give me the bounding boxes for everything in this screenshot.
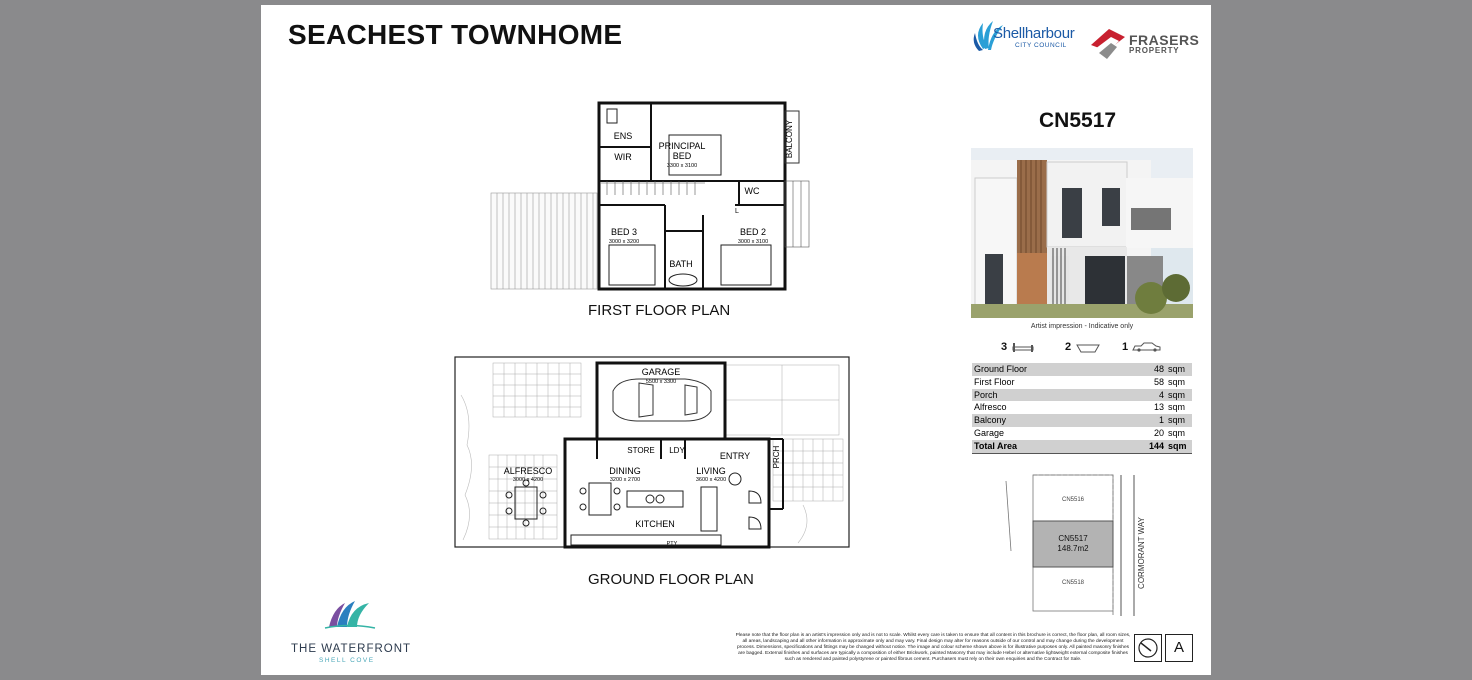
total-area-row [972, 440, 1192, 453]
lot-current-label: CN5517 [1058, 534, 1088, 543]
first-floor-caption: FIRST FLOOR PLAN [588, 302, 731, 319]
room-garage-label: GARAGE [641, 367, 681, 377]
area-label: Balcony [972, 414, 1117, 427]
room-alfresco-dim: 3000 x 4200 [512, 477, 544, 483]
area-value: 20 [1153, 427, 1164, 438]
room-living-label: LIVING [696, 466, 726, 476]
area-value: 48 [1117, 363, 1166, 376]
frasers-logo [1089, 25, 1127, 61]
area-unit: sqm [1166, 363, 1192, 376]
room-garage-dim: 5500 x 3300 [645, 379, 677, 385]
project-sub: SHELL COVE [319, 657, 375, 664]
room-entry-label: ENTRY [719, 451, 751, 461]
room-wir-label: WIR [614, 152, 632, 162]
project-name: THE WATERFRONT [291, 643, 412, 655]
lot-area-label: 148.7m2 [1057, 544, 1089, 553]
area-unit: sqm [1168, 402, 1186, 413]
area-value: 58 [1153, 376, 1164, 387]
street-label: CORMORANT WAY [1137, 517, 1146, 589]
artist-render-image [971, 148, 1193, 318]
bedroom-count: 3 [1001, 341, 1008, 353]
bed-icon [1012, 342, 1034, 352]
area-value: 13 [1153, 402, 1164, 413]
total-value: 144 [1117, 440, 1166, 453]
room-dining-label: DINING [609, 466, 641, 476]
area-row [972, 401, 1192, 414]
bathroom-count: 2 [1065, 341, 1072, 353]
lot-above-label: CN5516 [1061, 497, 1085, 503]
page-title: SEACHEST TOWNHOME [288, 19, 623, 50]
site-plan [1001, 471, 1161, 616]
room-principal-dim: 3300 x 3100 [666, 163, 698, 169]
area-schedule-table [972, 363, 1192, 454]
room-linen-label: L [735, 208, 739, 215]
room-bed3-dim: 3000 x 3200 [608, 239, 640, 245]
area-row [972, 363, 1192, 376]
room-principal-label-2: BED [672, 151, 692, 161]
room-bed2-label: BED 2 [739, 227, 767, 237]
area-label: Ground Floor [972, 363, 1117, 376]
lot-code: CN5517 [1039, 109, 1117, 132]
council-name: Shellharbour [993, 25, 1075, 42]
area-row [972, 376, 1192, 389]
waterfront-logo [323, 597, 377, 631]
area-label: Porch [972, 389, 1117, 402]
north-arrow-icon [1134, 634, 1162, 662]
first-floor-plan [489, 95, 839, 295]
room-living-dim: 3600 x 4200 [695, 477, 727, 483]
area-label: First Floor [974, 376, 1015, 387]
room-bath-label: BATH [669, 259, 693, 269]
total-label: Total Area [972, 440, 1117, 453]
room-bed2-dim: 3000 x 3100 [737, 239, 769, 245]
lot-below-label: CN5518 [1061, 580, 1085, 586]
garage-count: 1 [1122, 341, 1129, 353]
sheet-size-label: A [1165, 634, 1193, 662]
area-row [972, 389, 1192, 402]
ground-floor-plan [453, 355, 851, 555]
area-label: Alfresco [974, 402, 1007, 413]
area-value: 4 [1117, 389, 1166, 402]
room-dining-dim: 3200 x 2700 [609, 477, 641, 483]
room-porch-label: PRCH [772, 445, 781, 469]
room-alfresco-label: ALFRESCO [503, 466, 553, 476]
car-icon [1132, 342, 1162, 352]
room-balcony-label: BALCONY [785, 119, 794, 159]
area-row [972, 414, 1192, 427]
total-unit: sqm [1166, 440, 1192, 453]
area-label: Garage [974, 427, 1005, 438]
room-pty-label: PTY [666, 541, 678, 547]
area-unit: sqm [1168, 427, 1186, 438]
developer-sub: PROPERTY [1129, 46, 1180, 55]
room-store-label: STORE [627, 446, 655, 455]
room-principal-label: PRINCIPAL [658, 141, 706, 151]
area-row [972, 427, 1192, 440]
room-ldy-label: LDY [669, 446, 685, 455]
council-sub: CITY COUNCIL [1015, 42, 1067, 49]
ground-floor-caption: GROUND FLOOR PLAN [588, 571, 754, 588]
render-caption: Artist impression - Indicative only [1030, 323, 1134, 330]
room-wc-label: WC [744, 186, 760, 196]
brochure-sheet [261, 5, 1211, 675]
room-ens-label: ENS [613, 131, 633, 141]
area-value: 1 [1117, 414, 1166, 427]
bath-icon [1076, 343, 1100, 353]
room-kitchen-label: KITCHEN [635, 519, 675, 529]
area-unit: sqm [1166, 389, 1192, 402]
area-unit: sqm [1168, 376, 1186, 387]
disclaimer-text: Please note that the floor plan is an artist's impression only and is not to scale. Whilst every care is taken to ensure that all content in this brochure is correct, the floor plan, all room sizes, all areas, landscaping and all other information is approximate only and may vary. Final design may alter for reasons outside of our control and may change during the development process. Dimensions, specifications and fittings may be changed without notice. The image and colour scheme shown above is for illustrative purposes only. All painted masonry finishes are bagged. External finishes and surfaces are typically a composition of either Brickwork, painted Masonry that may include Hebel or alternative lightweight external composite finishes such as rendered and painted polystyrene or painted fibrous cement. Purchasers must rely on their own enquiries and the Contract for Sale. [735, 633, 1131, 662]
room-bed3-label: BED 3 [610, 227, 638, 237]
area-unit: sqm [1166, 414, 1192, 427]
developer-name: FRASERS [1129, 32, 1200, 48]
